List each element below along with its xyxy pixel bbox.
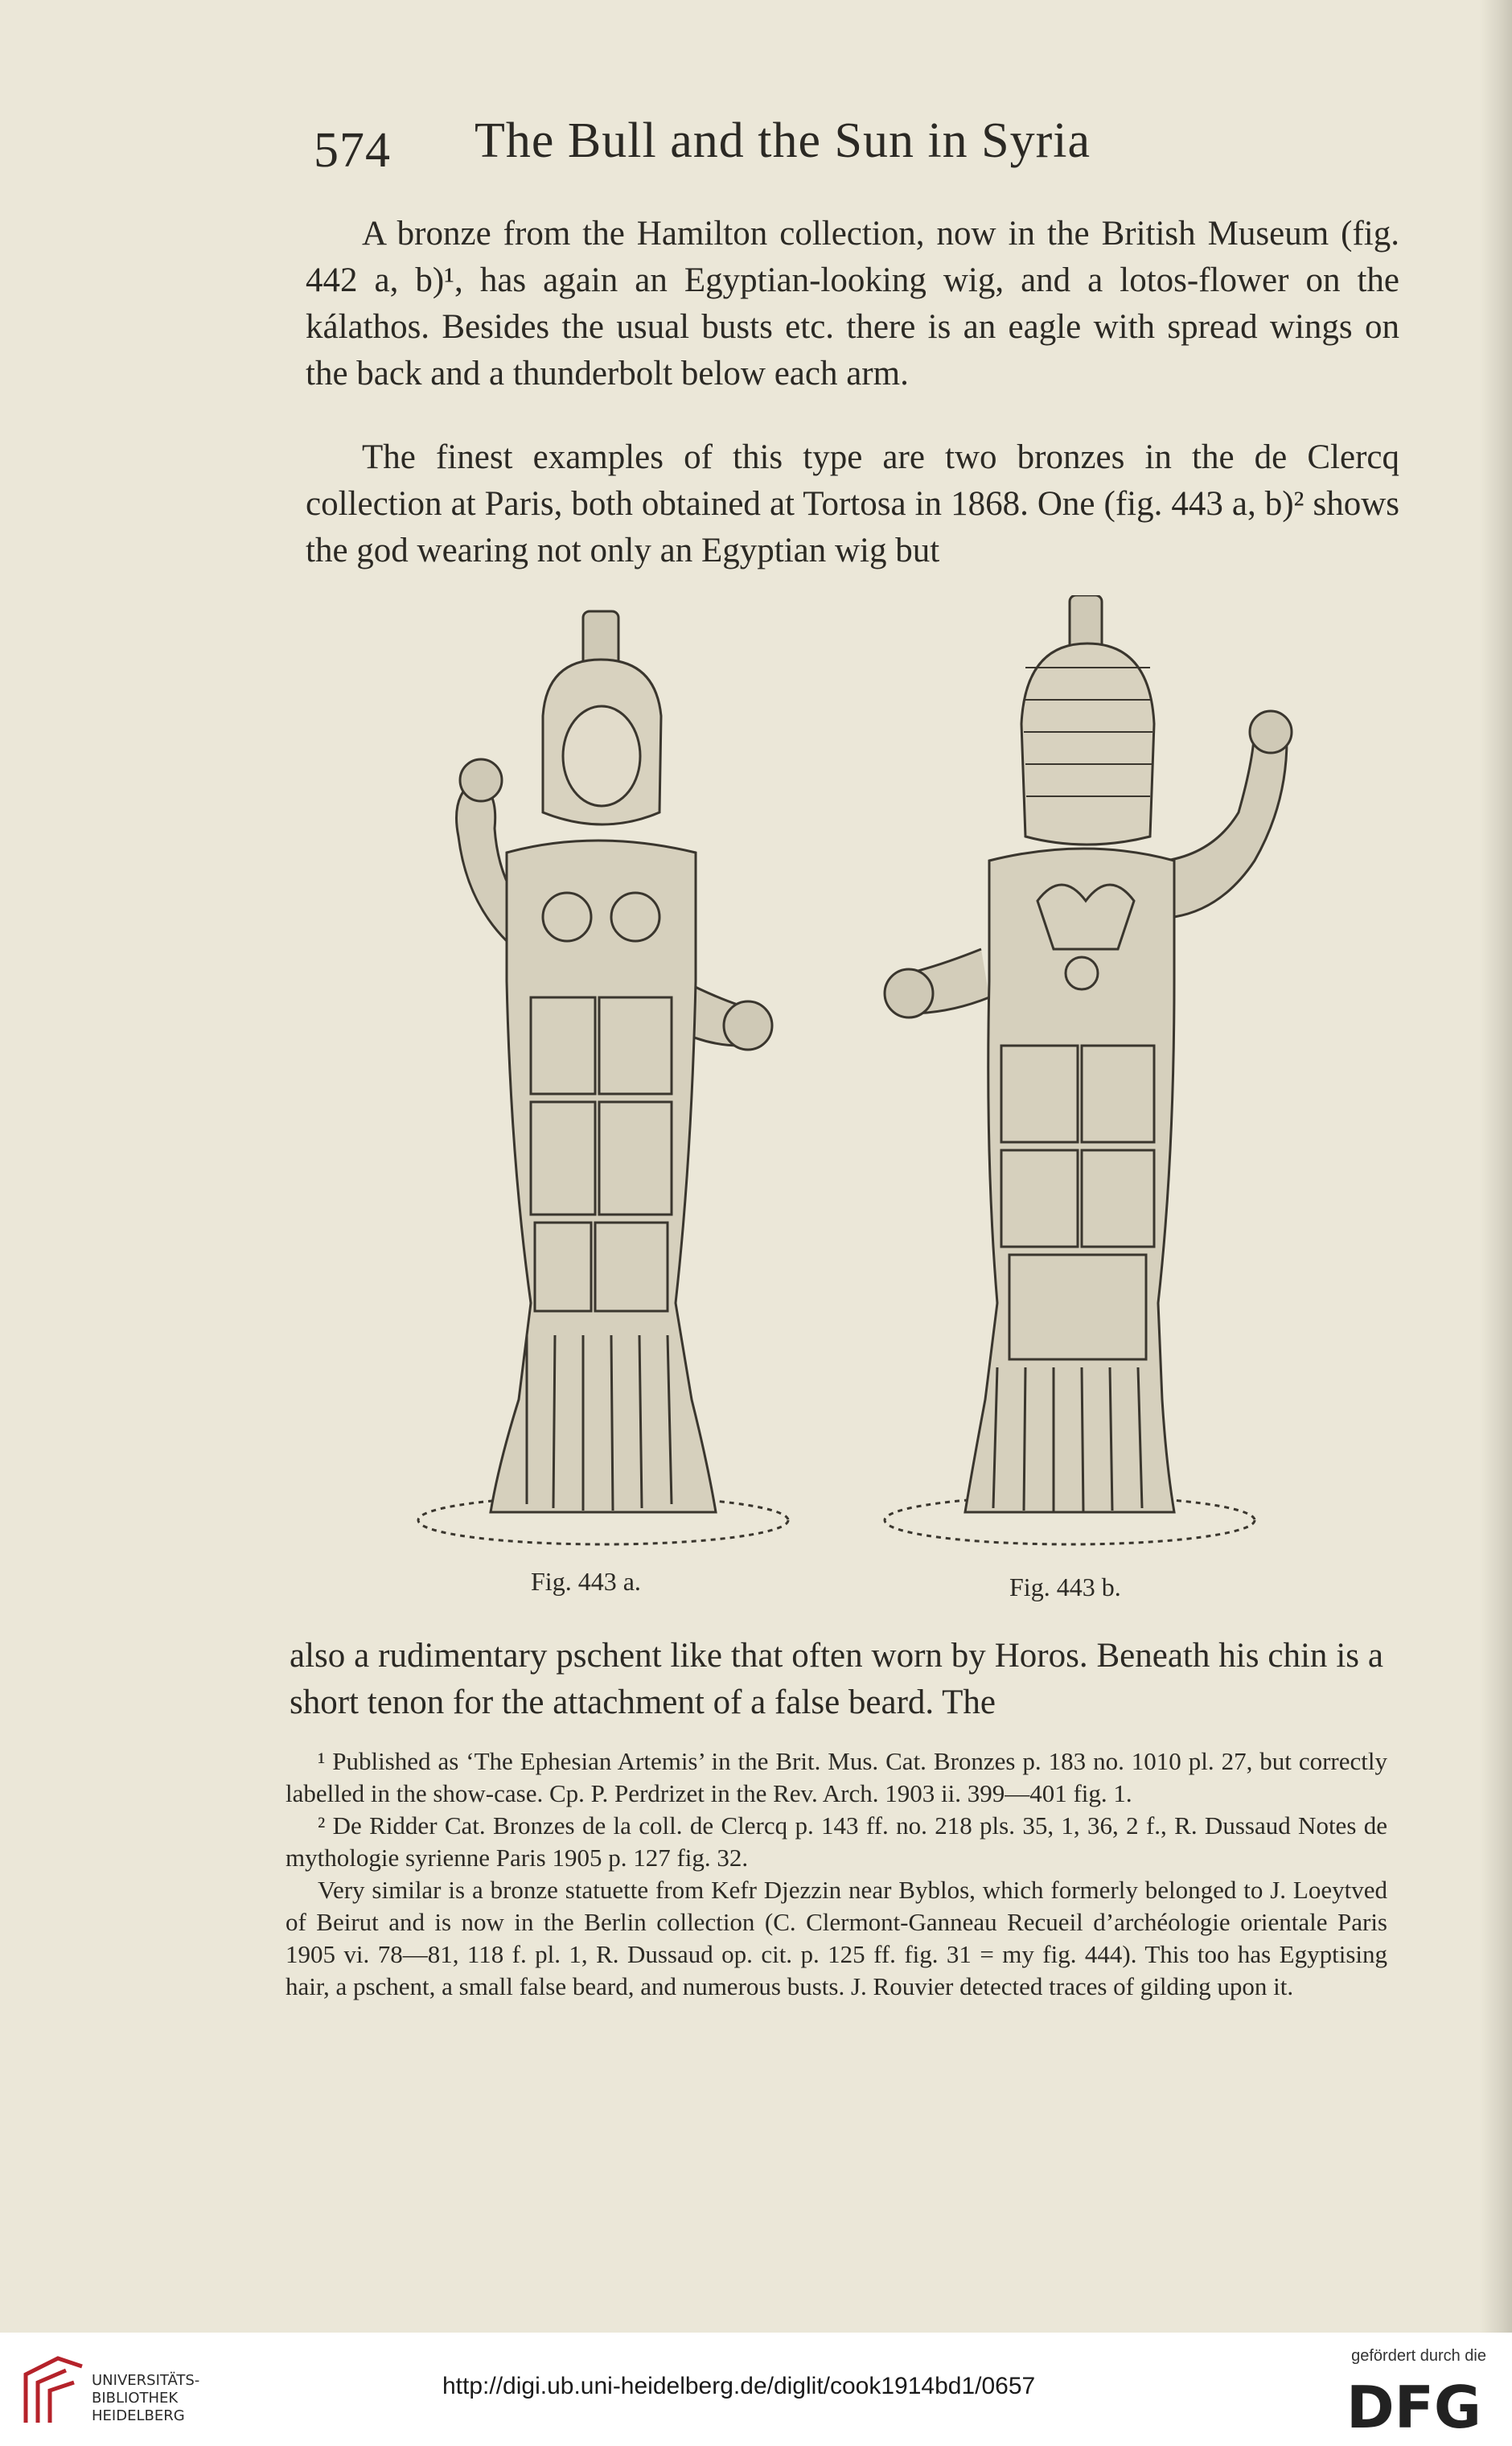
footnote-1: ¹ Published as ‘The Ephesian Artemis’ in the Brit. Mus. Cat. Bronzes p. 183 no. 1010 pl. 27, but correctly labelled in the show-case. Cp. P. Perdrizet in the Rev. Arch. 1903 ii. 399—401 fig. 1. (286, 1747, 1387, 1807)
footnote-2: ² De Ridder Cat. Bronzes de la coll. de Clercq p. 143 ff. no. 218 pls. 35, 1, 36, 2 f., R. Dussaud Notes de mythologie syrienne Paris 1905 p. 127 fig. 32. (286, 1811, 1387, 1872)
sponsor-label: gefördert durch die (1351, 2347, 1486, 2365)
page-number: 574 (314, 123, 391, 178)
footnote-continuation: Very similar is a bronze statuette from Kefr Djezzin near Byblos, which formerly belonged to J. Loeytved of Beirut and is now in the Berlin collection (C. Clermont-Ganneau Recueil d’archéologie orientale Paris 1905 vi. 78—81, 118 f. pl. 1, R. Dussaud op. cit. p. 125 ff. fig. 31 = my fig. 444). This too has Egyptising hair, a pschent, a small false beard, and numerous busts. J. Rouvier detected traces of gilding upon it. (286, 1876, 1387, 2000)
library-mark-icon (18, 2350, 90, 2431)
figure-443a-illustration (338, 595, 836, 1560)
running-header (314, 113, 1287, 185)
body-paragraph-2 (306, 434, 1399, 574)
library-name-line-3: HEIDELBERG (92, 2407, 185, 2424)
footnotes (286, 1745, 1387, 2003)
paragraph-text: also a rudimentary pschent like that often worn by Horos. Beneath his chin is a short tenon for the attachment of a false beard. The (290, 1637, 1383, 1721)
body-paragraph-3 (290, 1633, 1383, 1726)
dfg-logo-text: DFG (1346, 2374, 1482, 2437)
library-name-line-1: UNIVERSITÄTS- (92, 2372, 200, 2389)
permalink-url[interactable]: http://digi.ub.uni-heidelberg.de/diglit/cook1914bd1/0657 (442, 2373, 1036, 2399)
figure-443b-illustration (877, 595, 1375, 1560)
paragraph-text: The finest examples of this type are two bronzes in the de Clercq collection at Paris, both obtained at Tortosa in 1868. One (fig. 443 a, b)² shows the god wearing not only an Egyptian wig but (306, 438, 1399, 569)
running-title: The Bull and the Sun in Syria (475, 113, 1091, 168)
library-logo[interactable] (18, 2350, 200, 2431)
dfg-logo-icon[interactable] (1341, 2373, 1486, 2437)
figure-caption-a: Fig. 443 a. (531, 1567, 641, 1596)
viewer-footer (0, 2333, 1512, 2446)
paragraph-text: A bronze from the Hamilton collection, now in the British Museum (fig. 442 a, b)¹, has again an Egyptian-looking wig, and a lotos-flower on the kálathos. Besides the usual busts etc. there is an eagle with spread wings on the back and a thunderbolt below each arm. (306, 215, 1399, 393)
page-gutter (1480, 0, 1512, 2333)
figure-caption-b: Fig. 443 b. (1009, 1572, 1121, 1601)
library-name-line-2: BIBLIOTHEK (92, 2390, 179, 2407)
body-paragraph-1 (306, 211, 1399, 397)
